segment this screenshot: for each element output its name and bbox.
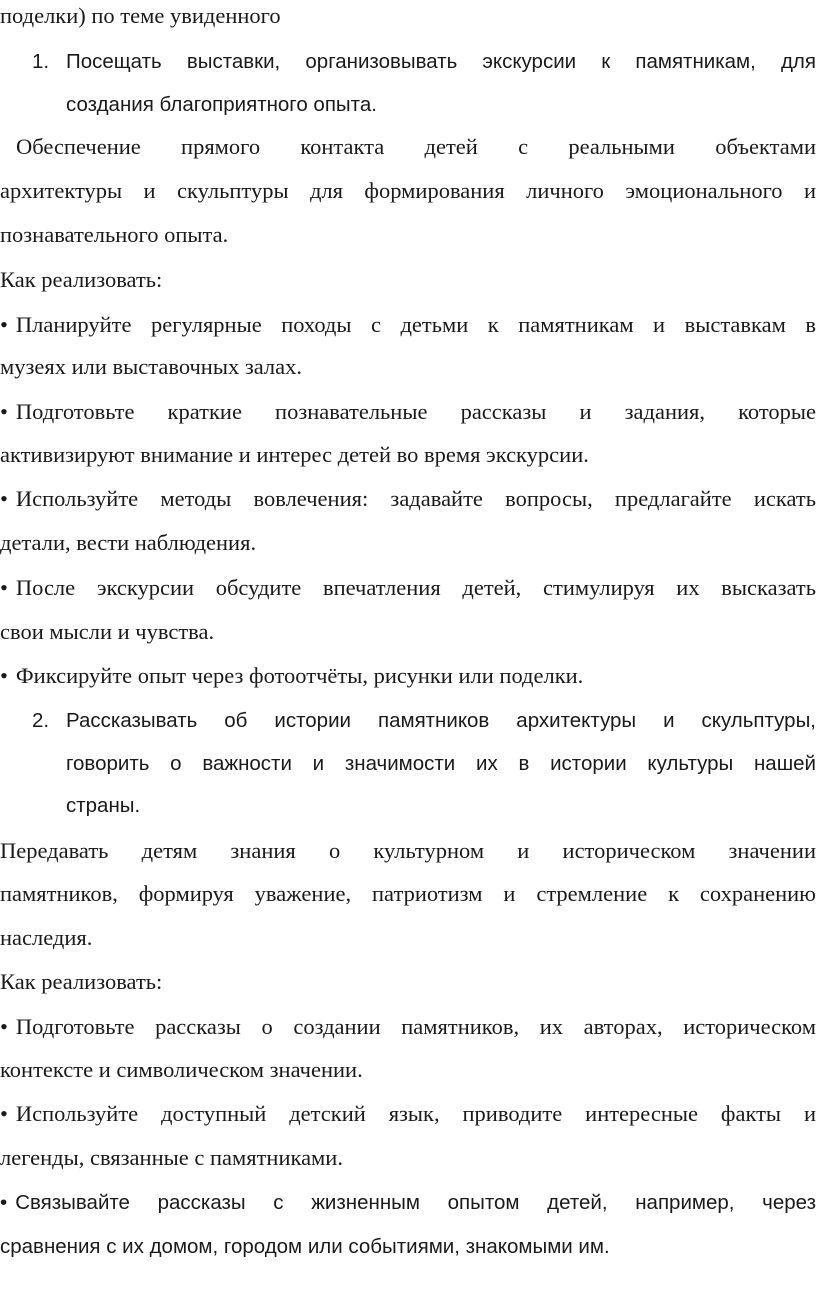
item2-number: 2. bbox=[32, 709, 50, 732]
bullet2-2-line2: легенды, связанные с памятниками. bbox=[0, 1145, 343, 1170]
bullet2-3-line1: • Связывайте рассказы с жизненным опытом детей, например, через bbox=[0, 1189, 816, 1217]
bullet1-2-line1: • Подготовьте краткие познавательные рассказы и задания, которые bbox=[0, 398, 816, 426]
how-to-heading-2: Как реализовать: bbox=[0, 969, 163, 994]
bullet1-1-line1: • Планируйте регулярные походы с детьми к памятникам и выставкам в bbox=[0, 311, 816, 339]
how-to-heading-1: Как реализовать: bbox=[0, 267, 163, 292]
bullet2-2-line1: • Используйте доступный детский язык, приводите интересные факты и bbox=[0, 1100, 816, 1128]
bullet2-1-line1: • Подготовьте рассказы о создании памятников, их авторах, историческом bbox=[0, 1013, 816, 1041]
bullet2-3-line2: сравнения с их домом, городом или событиями, знакомыми им. bbox=[0, 1235, 610, 1258]
bullet1-4-line2: свои мысли и чувства. bbox=[0, 619, 215, 644]
bullet1-2-line2: активизируют внимание и интерес детей во время экскурсии. bbox=[0, 442, 589, 467]
para2-line1: Передавать детям знания о культурном и историческом значении bbox=[0, 838, 816, 863]
item1-heading-line2: создания благоприятного опыта. bbox=[66, 93, 377, 116]
para1-line2: архитектуры и скульптуры для формирования личного эмоционального и bbox=[0, 178, 816, 203]
bullet2-1-line2: контексте и символическом значении. bbox=[0, 1057, 363, 1082]
para1-line3: познавательного опыта. bbox=[0, 222, 229, 247]
para1-line1: Обеспечение прямого контакта детей с реальными объектами bbox=[16, 134, 816, 159]
item1-number: 1. bbox=[32, 50, 50, 73]
bullet1-5-line1: • Фиксируйте опыт через фотоотчёты, рисунки или поделки. bbox=[0, 662, 816, 690]
bullet1-3-line2: детали, вести наблюдения. bbox=[0, 530, 257, 555]
intro-tail-text: поделки) по теме увиденного bbox=[0, 3, 281, 28]
item2-heading-line1: Рассказывать об истории памятников архитектуры и скульптуры, bbox=[66, 709, 816, 732]
bullet1-3-line1: • Используйте методы вовлечения: задавайте вопросы, предлагайте искать bbox=[0, 485, 816, 513]
item1-heading-line1: Посещать выставки, организовывать экскурсии к памятникам, для bbox=[66, 50, 816, 73]
para2-line3: наследия. bbox=[0, 925, 93, 950]
item2-heading-line2: говорить о важности и значимости их в истории культуры нашей bbox=[66, 752, 816, 775]
bullet1-4-line1: • После экскурсии обсудите впечатления детей, стимулируя их высказать bbox=[0, 574, 816, 602]
item2-heading-line3: страны. bbox=[66, 794, 141, 817]
bullet1-1-line2: музеях или выставочных залах. bbox=[0, 354, 302, 379]
para2-line2: памятников, формируя уважение, патриотизм и стремление к сохранению bbox=[0, 881, 816, 906]
